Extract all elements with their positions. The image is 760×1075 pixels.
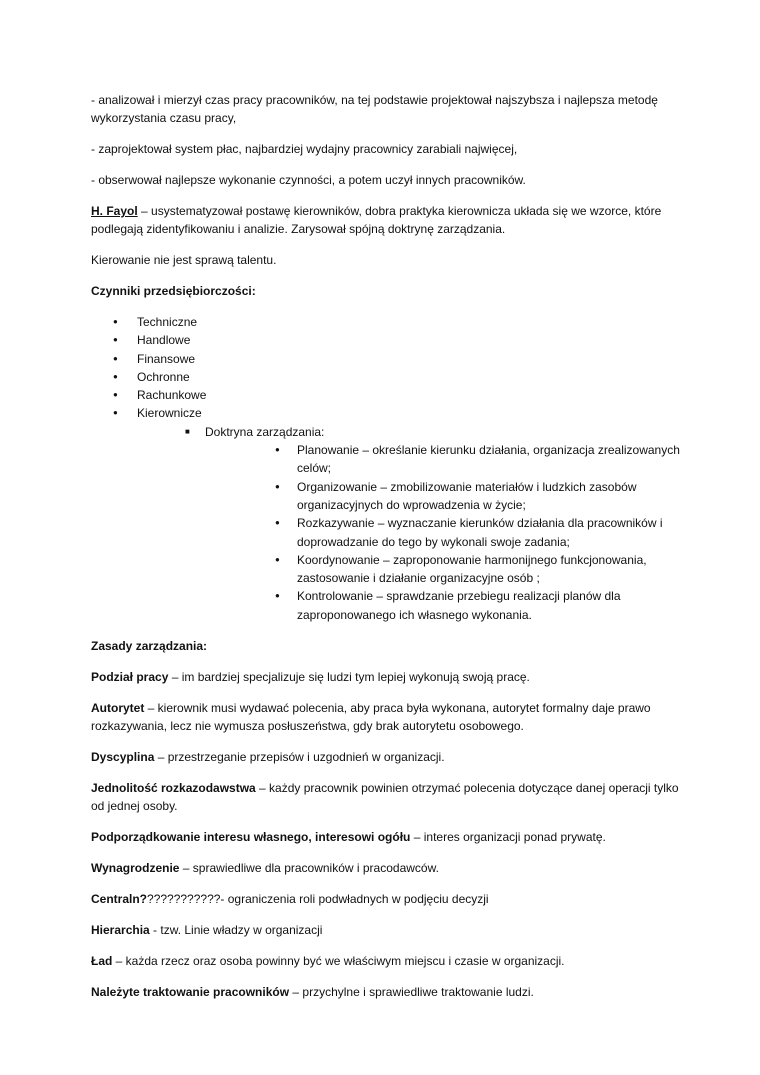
list-item: ● Ochronne — [91, 368, 681, 386]
zasada-paragraph: Centraln????????????- ograniczenia roli podwładnych w podjęciu decyzji — [91, 892, 489, 907]
doktryna-functions-list — [205, 441, 681, 624]
fayol-name: H. Fayol — [91, 204, 138, 218]
fayol-paragraph — [91, 202, 681, 238]
taylor-point-1: - analizował i mierzył czas pracy pracowników, na tej podstawie projektował najszybsza i najlepsza metodę wykorzystania czasu pracy, — [91, 93, 658, 125]
czynniki-heading: Czynniki przedsiębiorczości: — [91, 284, 256, 298]
zasada-paragraph: Ład – każda rzecz oraz osoba powinny być we właściwym miejscu i czasie w organizacji. — [91, 954, 565, 969]
zasada-paragraph: Podział pracy – im bardziej specjalizuje się ludzi tym lepiej wykonują swoją pracę. — [91, 670, 530, 685]
list-item: ● Kontrolowanie – sprawdzanie przebiegu realizacji planów dla zaproponowanego ich własnego wykonania. — [205, 587, 681, 624]
list-item: ● Organizowanie – zmobilizowanie materiałów i ludzkich zasobów organizacyjnych do wprowadzenia w życie; — [205, 478, 681, 515]
talent-line: Kierowanie nie jest sprawą talentu. — [91, 253, 277, 267]
list-item: ● Rachunkowe — [91, 386, 681, 404]
taylor-point-3: - obserwował najlepsze wykonanie czynności, a potem uczył innych pracowników. — [91, 173, 526, 187]
zasada-paragraph: Należyte traktowanie pracowników – przychylne i sprawiedliwe traktowanie ludzi. — [91, 985, 534, 1000]
list-item: ● Finansowe — [91, 350, 681, 368]
zasada-paragraph: Hierarchia - tzw. Linie władzy w organizacji — [91, 923, 323, 938]
zasady-heading: Zasady zarządzania: — [91, 639, 208, 654]
doktryna-list — [137, 423, 681, 624]
zasada-paragraph: Podporządkowanie interesu własnego, interesowi ogółu – interes organizacji ponad prywatę. — [91, 830, 606, 845]
document-body — [91, 91, 681, 1014]
czynniki-list — [91, 313, 681, 624]
fayol-text: – usystematyzował postawę kierowników, dobra praktyka kierownicza układa się we wzorce, które podlegają zidentyfikowaniu i analizie. Zarysował spójną doktrynę zarządzania. — [91, 204, 662, 236]
list-item: ● Techniczne — [91, 313, 681, 331]
list-item: ● Planowanie – określanie kierunku działania, organizacja zrealizowanych celów; — [205, 441, 681, 478]
list-item-kierownicze: ● Kierownicze ■ Doktryna zarządzania: ● Planowanie – określanie kierunku działania, organizacja zrealizowanych celów; ● Organizowanie – zmobilizowanie materiałów i ludzkich zasobów organizacyjnych do wprowadzenia w życie; ● Rozkazywanie – wyznaczanie kierunków działania dla pracowników i doprowadzanie do tego by wykonali swoje zadania; ● Koordynowanie – zaproponowanie harmonijnego funkcjonowania, zastosowanie i działanie organizacyjne osób ; ● Kontrolowanie – sprawdzanie przebiegu realizacji planów dla zaproponowanego ich własnego wykonania. — [91, 404, 681, 624]
list-item: ● Handlowe — [91, 331, 681, 349]
zasada-paragraph: Autorytet – kierownik musi wydawać polecenia, aby praca była wykonana, autorytet formalny daje prawo rozkazywania, lecz nie wymusza posłuszeństwa, gdy brak autorytetu osobowego. — [91, 701, 651, 734]
doktryna-item: ■ Doktryna zarządzania: ● Planowanie – określanie kierunku działania, organizacja zrealizowanych celów; ● Organizowanie – zmobilizowanie materiałów i ludzkich zasobów organizacyjnych do wprowadzenia w życie; ● Rozkazywanie – wyznaczanie kierunków działania dla pracowników i doprowadzanie do tego by wykonali swoje zadania; ● Koordynowanie – zaproponowanie harmonijnego funkcjonowania, zastosowanie i działanie organizacyjne osób ; ● Kontrolowanie – sprawdzanie przebiegu realizacji planów dla zaproponowanego ich własnego wykonania. — [137, 423, 681, 624]
zasada-paragraph: Dyscyplina – przestrzeganie przepisów i uzgodnień w organizacji. — [91, 750, 445, 765]
zasada-paragraph: Wynagrodzenie – sprawiedliwe dla pracowników i pracodawców. — [91, 861, 439, 876]
zasada-paragraph: Jednolitość rozkazodawstwa – każdy pracownik powinien otrzymać polecenia dotyczące danej operacji tylko od jednej osoby. — [91, 781, 679, 814]
list-item: ● Rozkazywanie – wyznaczanie kierunków działania dla pracowników i doprowadzanie do tego by wykonali swoje zadania; — [205, 514, 681, 551]
list-item: ● Koordynowanie – zaproponowanie harmonijnego funkcjonowania, zastosowanie i działanie organizacyjne osób ; — [205, 551, 681, 588]
taylor-point-2: - zaprojektował system płac, najbardziej wydajny pracownicy zarabiali najwięcej, — [91, 142, 518, 156]
